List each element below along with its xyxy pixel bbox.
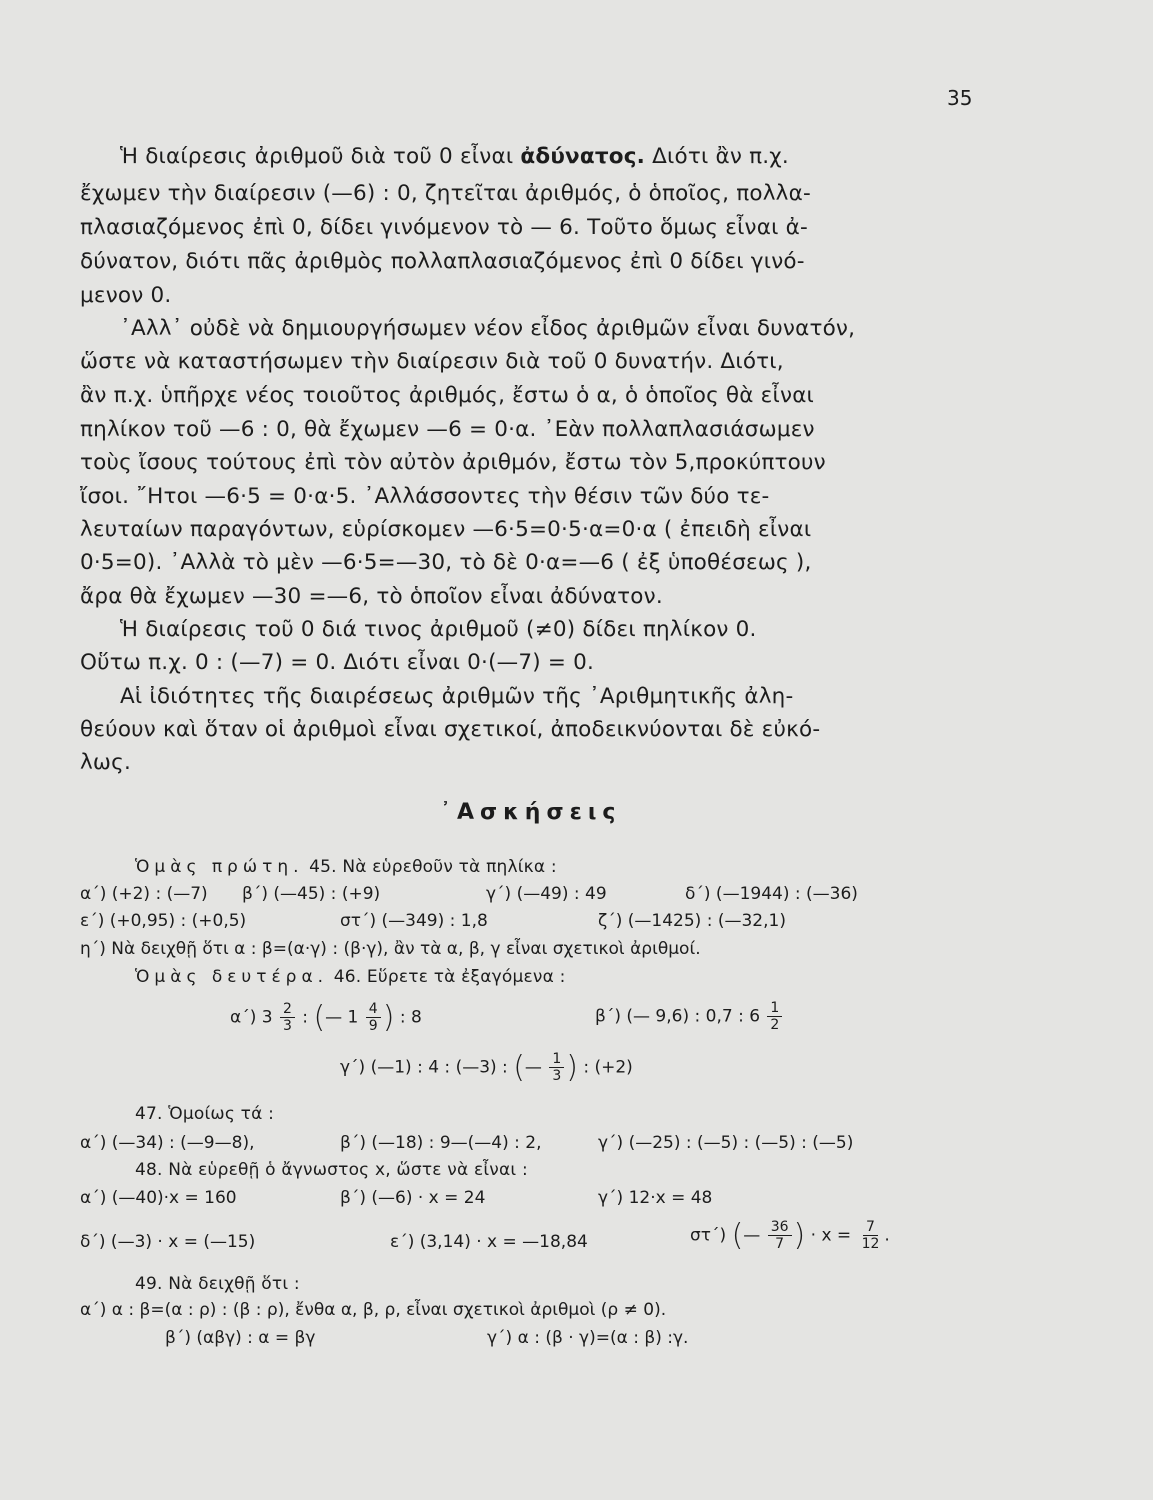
fraction: $\frac{1}{3}$ [549, 1051, 564, 1084]
page-number: 35 [947, 86, 973, 110]
exercise-item: στ΄) (—349) : 1,8 [340, 911, 488, 931]
text-line: θεύουν καὶ ὅταν οἱ ἀριθμοὶ εἶναι σχετικοί, ἀποδεικνύονται δὲ εὐκό- [80, 717, 821, 742]
exercise-item: γ΄) 12·x = 48 [598, 1188, 713, 1208]
exercise-title: 48. Νὰ εὑρεθῇ ὁ ἄγνωστος x, ὥστε νὰ εἶναι : [135, 1160, 528, 1180]
exercises-heading: ᾿Ασκήσεις [440, 800, 622, 825]
text-line: ἄρα θὰ ἔχωμεν —30 =—6, τὸ ὁποῖον εἶναι ἀδύνατον. [80, 584, 663, 609]
exercise-item: ζ΄) (—1425) : (—32,1) [598, 911, 786, 931]
text-line: ἴσοι. ῎Ητοι —6·5 = 0·α·5. ᾿Αλλάσσοντες τὴν θέσιν τῶν δύο τε- [80, 484, 770, 509]
text-line: ὥστε νὰ καταστήσωμεν τὴν διαίρεσιν διὰ τοῦ 0 δυνατήν. Διότι, [80, 349, 784, 374]
text-line: Οὕτω π.χ. 0 : (—7) = 0. Διότι εἶναι 0·(—7) = 0. [80, 650, 595, 675]
exercise-46-a: α΄) 3 $\frac{2}{3}$ : (— 1 $\frac{4}{9}$ ) : 8 [230, 1000, 422, 1035]
text-line: δύνατον, διότι πᾶς ἀριθμὸς πολλαπλασιαζόμενος ἐπὶ 0 δίδει γινό- [80, 249, 805, 274]
exercise-48-st: στ΄) (— $\frac{36}{7}$ ) · x = $\frac{7}{12}$ . [690, 1218, 890, 1253]
text-line: ἂν π.χ. ὑπῆρχε νέος τοιοῦτος ἀριθμός, ἔστω ὁ α, ὁ ὁποῖος θὰ εἶναι [80, 383, 815, 408]
exercise-item: α΄) (—34) : (—9—8), [80, 1133, 255, 1153]
exercise-item: δ΄) (—3) · x = (—15) [80, 1232, 256, 1252]
exercise-title: 49. Νὰ δειχθῇ ὅτι : [135, 1274, 300, 1294]
exercise-item: δ΄) (—1944) : (—36) [685, 884, 858, 904]
exercise-item: β΄) (—45) : (+9) [242, 884, 381, 904]
exercise-item: α΄) (—40)·x = 160 [80, 1188, 237, 1208]
text-line: ᾿Αλλ᾿ οὐδὲ νὰ δημιουργήσωμεν νέον εἶδος ἀριθμῶν εἶναι δυνατόν, [120, 316, 856, 341]
text-line: Ἡ διαίρεσις ἀριθμοῦ διὰ τοῦ 0 εἶναι ἀδύνατος. Διότι ἂν π.χ. [120, 144, 789, 169]
text-line: τοὺς ἴσους τούτους ἐπὶ τὸν αὐτὸν ἀριθμόν, ἔστω τὸν 5,προκύπτουν [80, 450, 826, 475]
text-line: ἔχωμεν τὴν διαίρεσιν (—6) : 0, ζητεῖται ἀριθμός, ὁ ὁποῖος, πολλα- [80, 181, 811, 206]
text-line: Αἱ ἰδιότητες τῆς διαιρέσεως ἀριθμῶν τῆς ᾿Αριθμητικῆς ἀλη- [120, 684, 794, 709]
text-line: λευταίων παραγόντων, εὑρίσκομεν —6·5=0·5·α=0·α ( ἐπειδὴ εἶναι [80, 517, 812, 542]
exercise-item: β΄) (—18) : 9—(—4) : 2, [340, 1133, 542, 1153]
exercise-item: β΄) (αβγ) : α = βγ [165, 1328, 316, 1348]
text-line: πλασιαζόμενος ἐπὶ 0, δίδει γινόμενον τὸ — 6. Τοῦτο ὅμως εἶναι ἀ- [80, 215, 808, 240]
exercise-item: α΄) α : β=(α : ρ) : (β : ρ), ἔνθα α, β, ρ, εἶναι σχετικοὶ ἀριθμοὶ (ρ ≠ 0). [80, 1300, 667, 1320]
fraction: $\frac{2}{3}$ [280, 1001, 295, 1034]
exercise-item: ε΄) (+0,95) : (+0,5) [80, 911, 247, 931]
exercise-item: γ΄) α : (β · γ)=(α : β) :γ. [487, 1328, 689, 1348]
fraction: $\frac{4}{9}$ [366, 1001, 381, 1034]
text-line: μενον 0. [80, 283, 172, 308]
exercise-46-b: β΄) (— 9,6) : 0,7 : 6 $\frac{1}{2}$ [595, 1000, 784, 1033]
text-line: πηλίκον τοῦ —6 : 0, θὰ ἔχωμεν —6 = 0·α. ᾿Εὰν πολλαπλασιάσωμεν [80, 417, 815, 442]
text-line: Ἡ διαίρεσις τοῦ 0 διά τινος ἀριθμοῦ (≠0) δίδει πηλίκον 0. [120, 617, 757, 642]
fraction: $\frac{7}{12}$ [861, 1219, 880, 1252]
exercise-item: α΄) (+2) : (—7) [80, 884, 208, 904]
fraction: $\frac{36}{7}$ [768, 1219, 792, 1252]
fraction: $\frac{1}{2}$ [767, 1000, 782, 1033]
text-line: λως. [80, 750, 131, 775]
exercise-title: 47. Ὁμοίως τά : [135, 1104, 275, 1124]
group-title: Ὁμὰς πρώτη. 45. Νὰ εὑρεθοῦν τὰ πηλίκα : [135, 857, 557, 877]
exercise-item: β΄) (—6) · x = 24 [340, 1188, 486, 1208]
exercise-46-g: γ΄) (—1) : 4 : (—3) : (— $\frac{1}{3}$ ) : (+2) [340, 1050, 633, 1085]
exercise-item: γ΄) (—49) : 49 [486, 884, 607, 904]
exercise-item: η΄) Νὰ δειχθῇ ὅτι α : β=(α·γ) : (β·γ), ἂν τὰ α, β, γ εἶναι σχετικοὶ ἀριθμοί. [80, 939, 701, 959]
exercise-item: ε΄) (3,14) · x = —18,84 [390, 1232, 588, 1252]
text-line: 0·5=0). ᾿Αλλὰ τὸ μὲν —6·5=—30, τὸ δὲ 0·α=—6 ( ἐξ ὑποθέσεως ), [80, 550, 812, 575]
group-title: Ὁμὰς δευτέρα. 46. Εὕρετε τὰ ἐξαγόμενα : [135, 967, 566, 987]
exercise-item: γ΄) (—25) : (—5) : (—5) : (—5) [598, 1133, 854, 1153]
